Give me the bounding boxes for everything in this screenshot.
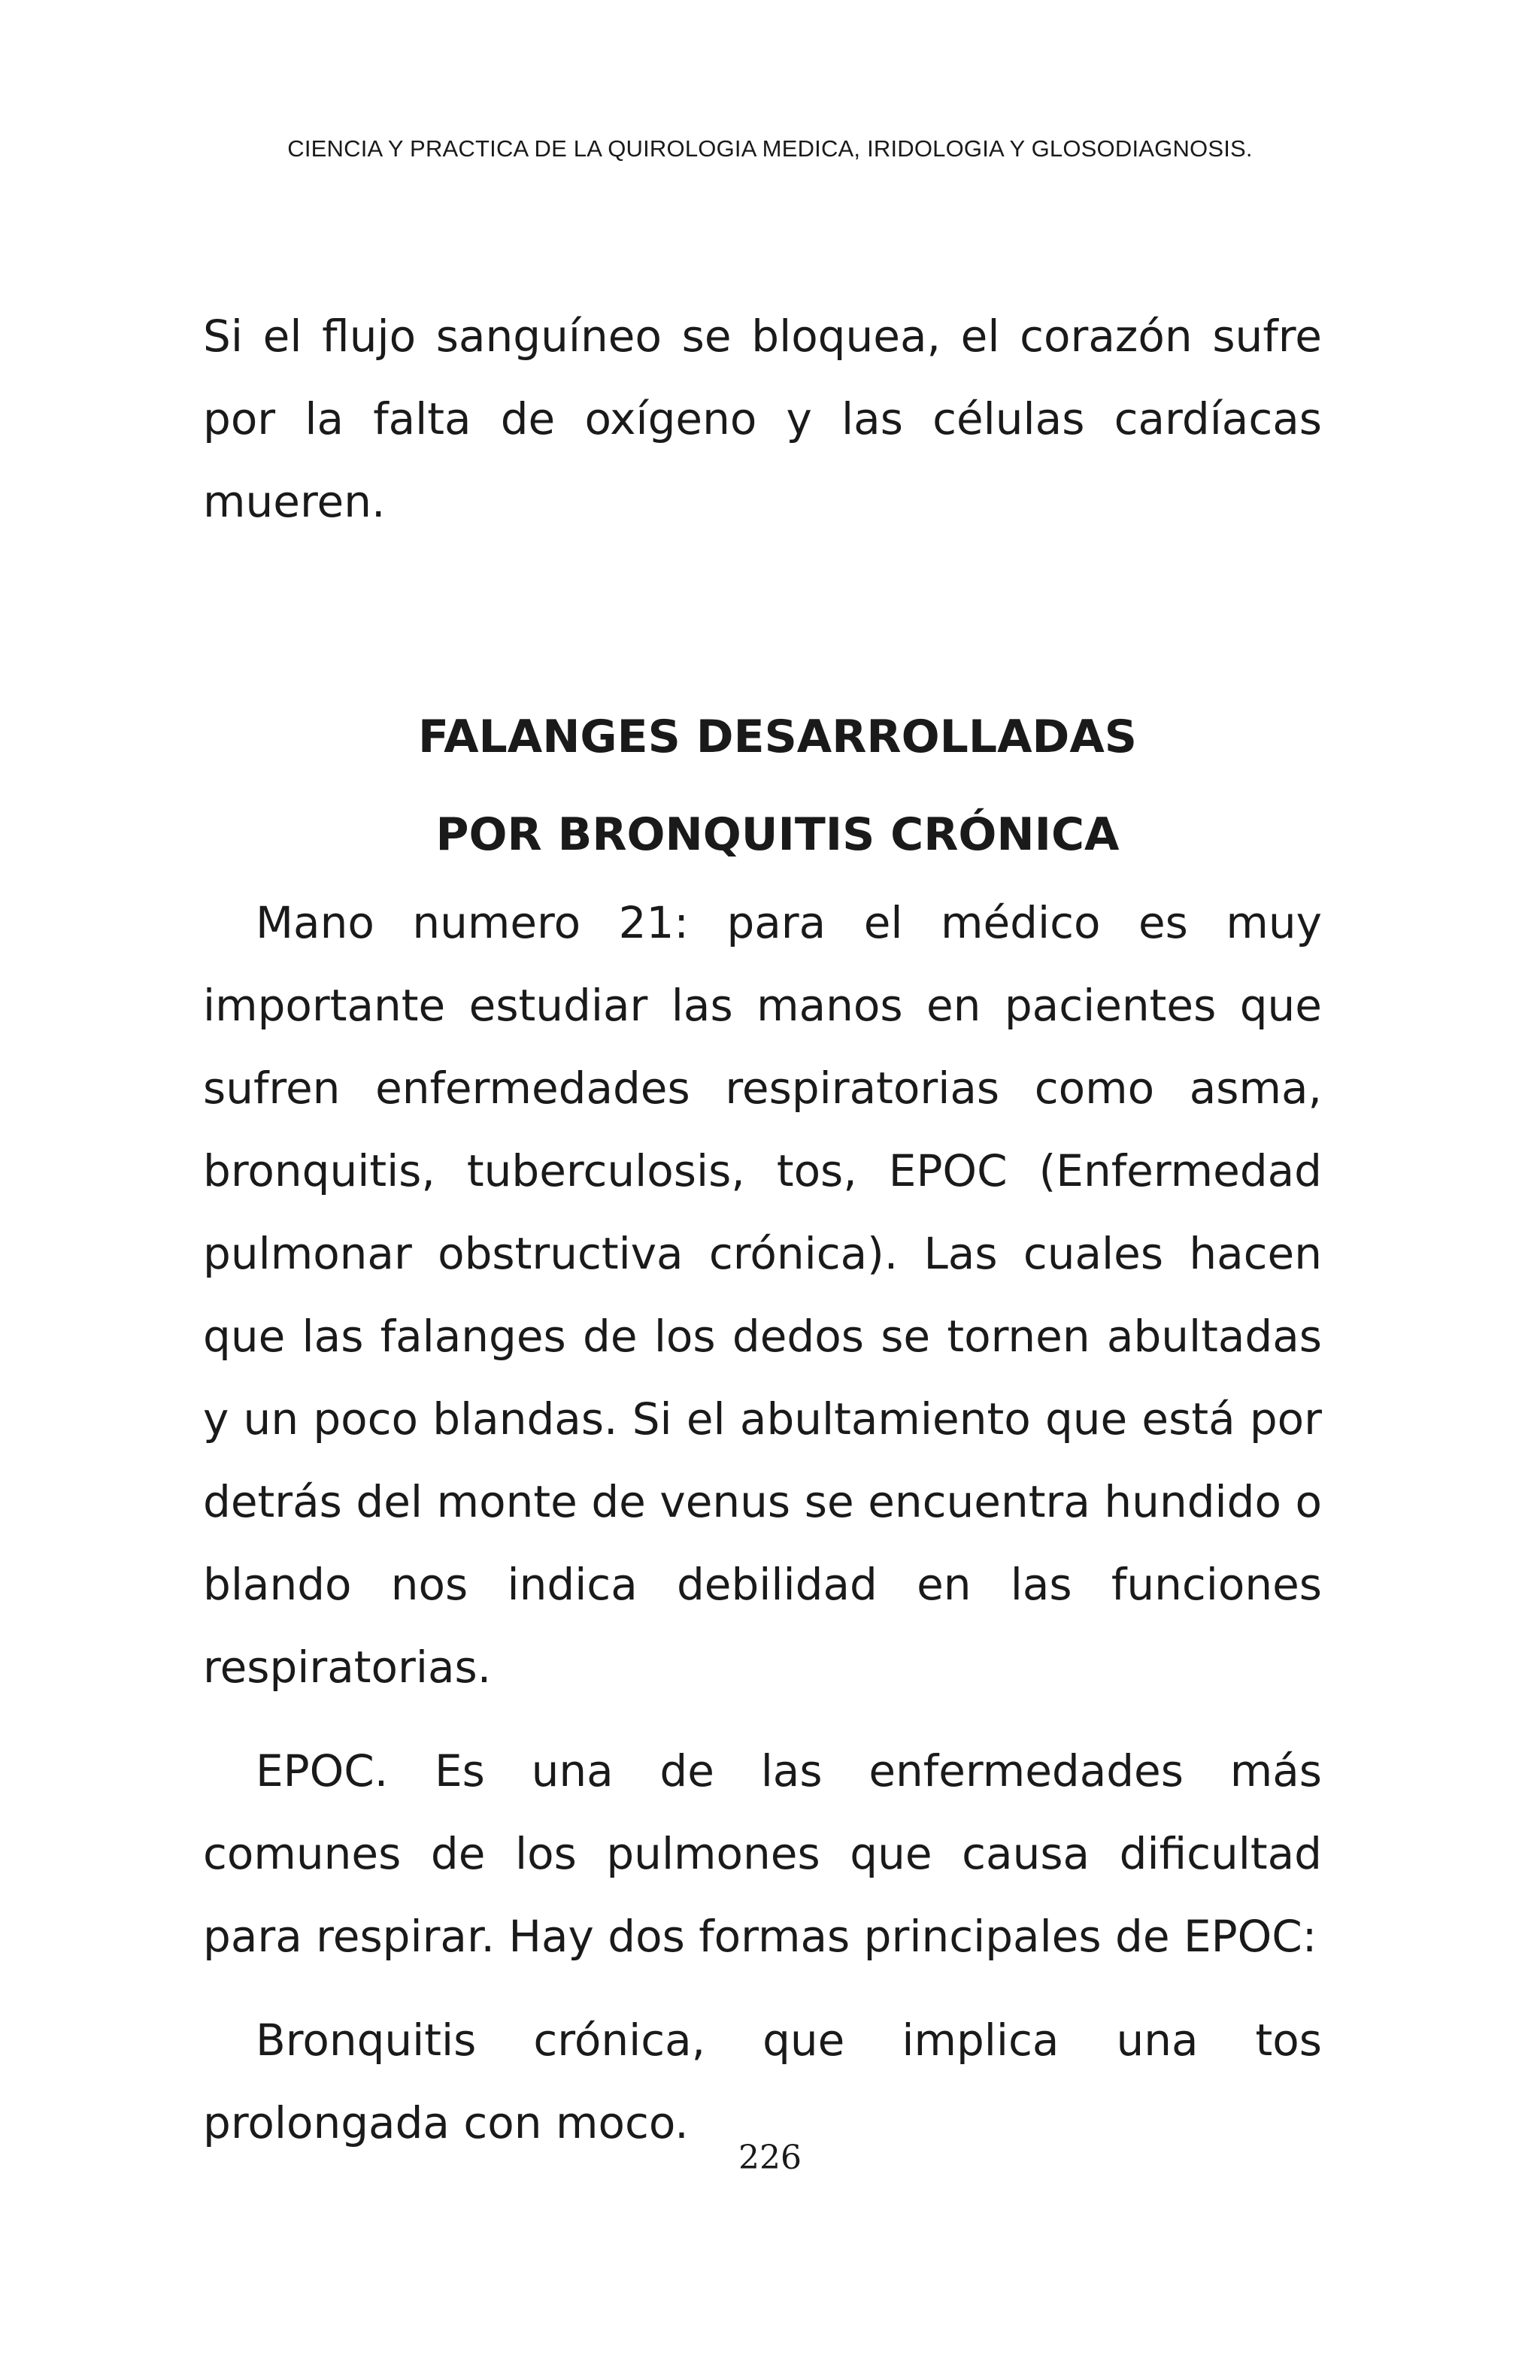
body-paragraph-hand-21: Mano numero 21: para el médico es muy importante estudiar las manos en pacientes que sufren enfermedades respiratorias como asma, bronquitis, tuberculosis, tos, EPOC (Enfermedad pulmonar obstructiva crónica). Las cuales hacen que las falanges de los dedos se tornen abultadas y un poco blandas. Si el abultamiento que está por detrás del monte de venus se encuentra hundido o blando nos indica debilidad en las funciones respiratorias.	[203, 897, 1322, 1693]
running-header: CIENCIA Y PRACTICA DE LA QUIROLOGIA MEDICA, IRIDOLOGIA Y GLOSODIAGNOSIS.	[287, 135, 1253, 162]
page-body	[203, 295, 1322, 2164]
section-heading-line-2: POR BRONQUITIS CRÓNICA	[435, 808, 1120, 861]
body-paragraph-bronquitis: Bronquitis crónica, que implica una tos prolongada con moco.	[203, 2015, 1322, 2148]
body-paragraph-epoc: EPOC. Es una de las enfermedades más comunes de los pulmones que causa dificultad para respirar. Hay dos formas principales de EPOC:	[203, 1745, 1322, 1962]
intro-paragraph: Si el flujo sanguíneo se bloquea, el corazón sufre por la falta de oxígeno y las células cardíacas mueren.	[203, 311, 1322, 527]
section-heading-line-1: FALANGES DESARROLLADAS	[418, 711, 1137, 763]
page-number: 226	[738, 2139, 802, 2177]
